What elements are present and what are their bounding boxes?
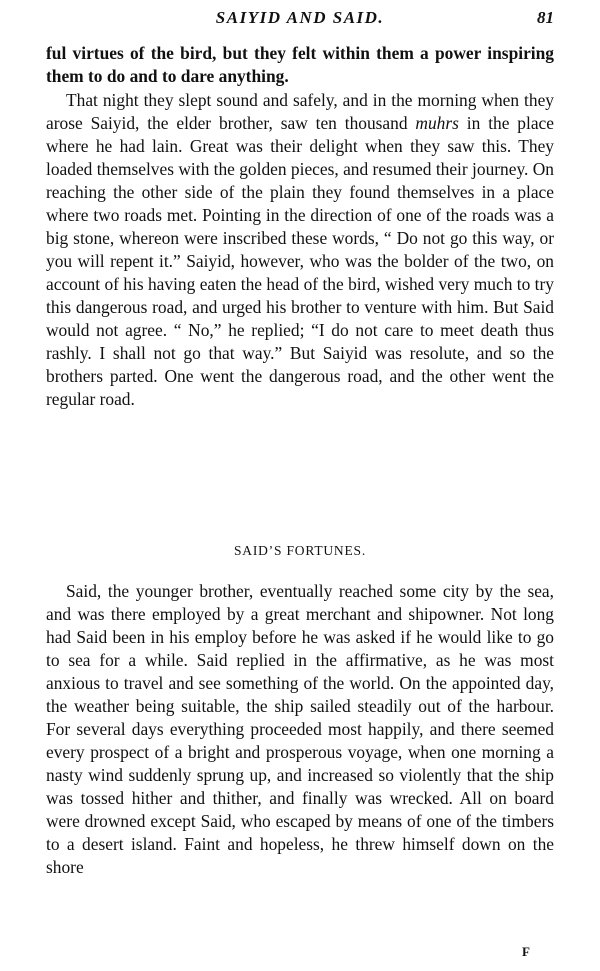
paragraph-text-part: That night they slept sound and safely, and in the morning when they arose Saiyid, the elder brother, saw ten thousand — [46, 90, 554, 133]
signature-mark: F — [522, 944, 530, 959]
section-heading: SAID’S FORTUNES. — [233, 543, 366, 558]
page-header — [46, 8, 554, 32]
page-number: 81 — [537, 8, 554, 27]
paragraph-saids-fortunes: Said, the younger brother, eventually reached some city by the sea, and was there employed by a great merchant and shipowner. Not long had Said been in his employ before he was asked if he would like to go to sea for a while. Said replied in the affirmative, as he was most anxious to travel and see something of the world. On the appointed day, the weather being suitable, the ship sailed steadily out of the harbour. For several days everything proceeded most happily, and there seemed every prospect of a bright and prosperous voyage, when one morning a nasty wind suddenly sprung up, and increased so violently that the ship was tossed hither and thither, and finally was wrecked. All on board were drowned except Said, who escaped by means of one of the timbers to a desert island. Faint and hopeless, he threw himself down on the shore — [46, 581, 554, 877]
paragraph-continuation: ful virtues of the bird, but they felt within them a power inspiring them to do and to dare anything. — [46, 43, 554, 86]
running-title: SAIYID AND SAID. — [215, 8, 385, 27]
italic-word: muhrs — [415, 113, 459, 133]
paragraph-text-part: in the place where he had lain. Great was their delight when they saw this. They loaded themselves with the golden pieces, and resumed their journey. On reaching the other side of the plain they found themselves in a place where two roads met. Pointing in the direction of one of the roads was a big stone, whereon were inscribed these words, “ Do not go this way, or you will repent it.” Saiyid, however, who was the bolder of the two, on account of his having eaten the head of the bird, wished very much to try this dangerous road, and urged his brother to venture with him. But Said would not agree. “ No,” he replied; “I do not care to meet death thus rashly. I shall not go that way.” But Saiyid was resolute, and so the brothers parted. One went the dangerous road, and the other went the regular road. — [46, 113, 554, 409]
paragraph-night-journey — [46, 89, 554, 411]
